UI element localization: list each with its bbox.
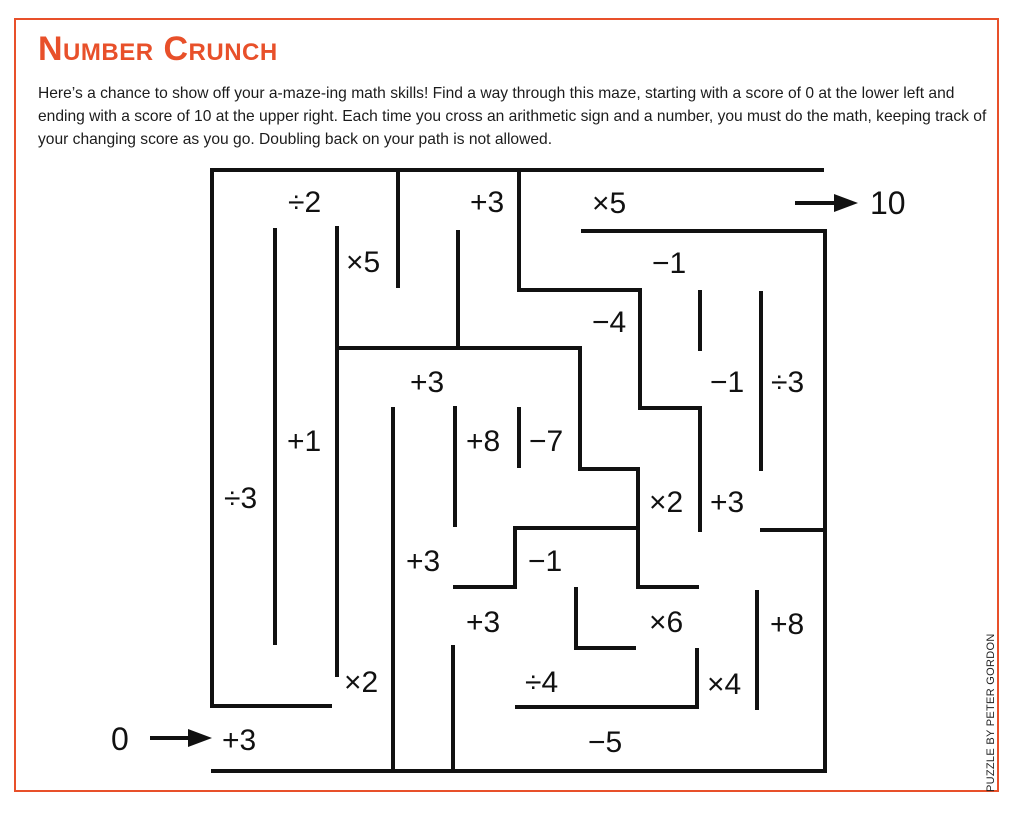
op-label: −1 <box>652 247 687 280</box>
op-label: +3 <box>410 366 445 399</box>
op-label: +8 <box>466 425 501 458</box>
op-label: ÷3 <box>771 366 805 399</box>
op-label: +3 <box>406 545 441 578</box>
end-score: 10 <box>870 185 906 221</box>
op-label: ×2 <box>344 666 379 699</box>
op-label: ×2 <box>649 486 684 519</box>
op-label: +3 <box>222 724 257 757</box>
puzzle-title: Number Crunch <box>38 30 278 68</box>
op-label: +3 <box>466 606 501 639</box>
puzzle-credit: PUZZLE BY PETER GORDON <box>985 633 997 792</box>
op-label: −7 <box>529 425 564 458</box>
op-label: +8 <box>770 608 805 641</box>
op-label: +3 <box>470 186 505 219</box>
end-arrow-icon <box>795 194 858 212</box>
op-label: ×4 <box>707 668 742 701</box>
op-label: ×5 <box>592 187 627 220</box>
op-label: −4 <box>592 306 627 339</box>
op-label: ÷4 <box>525 666 559 699</box>
op-label: −1 <box>710 366 745 399</box>
op-label: −1 <box>528 545 563 578</box>
op-label: −5 <box>588 726 623 759</box>
op-label: +3 <box>710 486 745 519</box>
op-label: ×6 <box>649 606 684 639</box>
op-label: ÷3 <box>224 482 258 515</box>
op-label: ×5 <box>346 246 381 279</box>
start-arrow-icon <box>150 729 212 747</box>
op-label: +1 <box>287 425 322 458</box>
puzzle-instructions: Here’s a chance to show off your a-maze-ing math skills! Find a way through this maze, starting with a score of 0 at the lower left and ending with a score of 10 at the upper right. Each time you cross an arithmetic sign and a number, you must do the math, keeping track of your changing score as you go. Doubling back on your path is not allowed. <box>38 85 987 148</box>
start-score: 0 <box>111 721 129 757</box>
op-label: ÷2 <box>288 186 322 219</box>
